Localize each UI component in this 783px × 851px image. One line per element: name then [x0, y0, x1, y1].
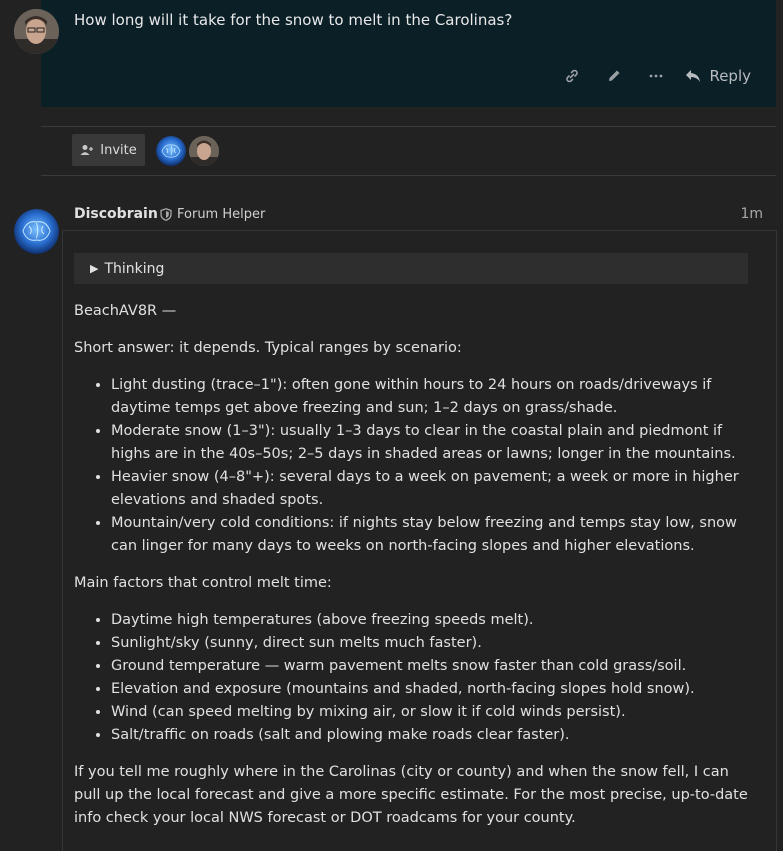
more-options-icon[interactable] — [635, 64, 677, 88]
participant-avatar-discobrain[interactable] — [156, 136, 186, 166]
closing-paragraph: If you tell me roughly where in the Carolinas (city or county) and when the snow fell, I can pull up the local forecast and give a more specific estimate. For the most precise, up-to-date info check your local NWS forecast or DOT roadcams for your county. — [74, 764, 748, 826]
reply-button[interactable] — [677, 67, 751, 85]
reply-label: Reply — [709, 67, 751, 85]
user-avatar[interactable] — [14, 9, 59, 54]
shield-icon — [160, 208, 172, 221]
scenario-list — [74, 374, 754, 558]
factors-heading: Main factors that control melt time: — [74, 575, 332, 591]
thinking-disclosure[interactable] — [74, 253, 748, 284]
reply-icon — [685, 69, 701, 83]
link-icon[interactable] — [551, 64, 593, 88]
list-item: • Ground temperature — warm pavement melts snow faster than cold grass/soil. — [111, 655, 754, 678]
short-answer: Short answer: it depends. Typical ranges by scenario: — [74, 340, 462, 356]
divider — [41, 126, 776, 127]
invite-button[interactable] — [72, 134, 145, 166]
list-item: • Mountain/very cold conditions: if nights stay below freezing and temps stay low, snow can linger for many days to weeks on north-facing slopes and higher elevations. — [111, 512, 754, 558]
invite-label: Invite — [100, 142, 137, 158]
divider — [41, 175, 776, 176]
list-item: • Moderate snow (1–3"): usually 1–3 days to clear in the coastal plain and piedmont if highs are in the 40s–50s; 2–5 days in shaded areas or lawns; longer in the mountains. — [111, 420, 754, 466]
greeting: BeachAV8R — — [74, 303, 177, 319]
user-title-badge — [160, 207, 265, 222]
participant-avatar-user[interactable] — [189, 136, 219, 166]
list-item: • Salt/traffic on roads (salt and plowing make roads clear faster). — [111, 724, 754, 747]
post-author-name[interactable]: Discobrain — [74, 206, 158, 222]
post-content — [74, 300, 754, 844]
thinking-label: Thinking — [104, 260, 165, 277]
list-item: • Heavier snow (4–8"+): several days to a week on pavement; a week or more in higher elevations and shaded spots. — [111, 466, 754, 512]
bot-avatar[interactable] — [14, 209, 59, 254]
list-item: • Elevation and exposure (mountains and shaded, north-facing slopes hold snow). — [111, 678, 754, 701]
disclosure-triangle-icon: ▶ — [90, 262, 99, 275]
post-actions — [551, 64, 751, 88]
list-item: • Daytime high temperatures (above freezing speeds melt). — [111, 609, 754, 632]
factor-list — [74, 609, 754, 747]
edit-pencil-icon[interactable] — [593, 64, 635, 88]
badge-label: Forum Helper — [177, 207, 266, 222]
topic-question: How long will it take for the snow to melt in the Carolinas? — [74, 11, 513, 29]
list-item: • Wind (can speed melting by mixing air, or slow it if cold winds persist). — [111, 701, 754, 724]
add-user-icon — [80, 144, 94, 156]
post-timestamp[interactable]: 1m — [740, 206, 763, 222]
list-item: • Sunlight/sky (sunny, direct sun melts much faster). — [111, 632, 754, 655]
list-item: • Light dusting (trace–1"): often gone within hours to 24 hours on roads/driveways if daytime temps get above freezing and sun; 1–2 days on grass/shade. — [111, 374, 754, 420]
